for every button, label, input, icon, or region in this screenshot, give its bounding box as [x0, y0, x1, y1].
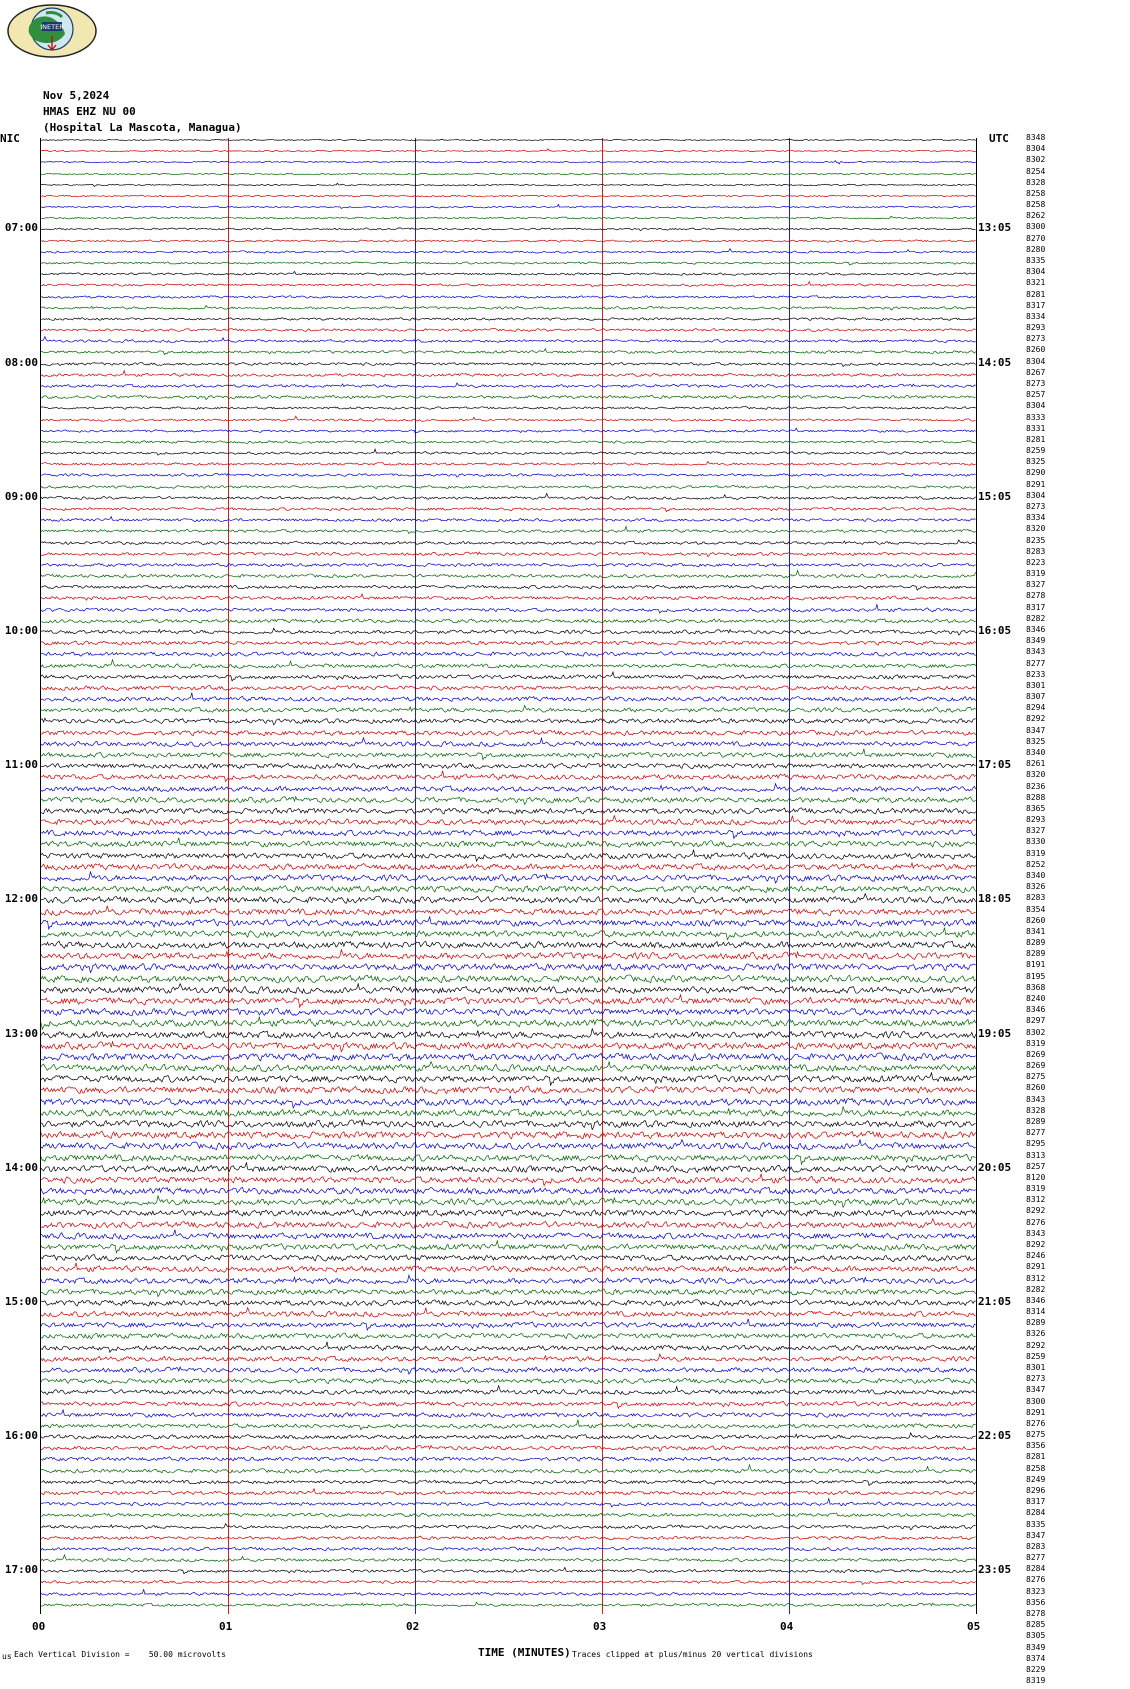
amplitude-value: 8333	[1026, 412, 1046, 422]
amplitude-value: 8321	[1026, 278, 1046, 288]
amplitude-value: 8319	[1026, 1038, 1046, 1048]
amplitude-value: 8278	[1026, 591, 1046, 601]
amplitude-value: 8261	[1026, 759, 1046, 769]
amplitude-value: 8343	[1026, 1094, 1046, 1104]
amplitude-value: 8195	[1026, 971, 1046, 981]
amplitude-value: 8281	[1026, 1452, 1046, 1462]
amplitude-value: 8259	[1026, 446, 1046, 456]
trace-row	[41, 1598, 976, 1612]
amplitude-value: 8269	[1026, 1061, 1046, 1071]
amplitude-value: 8223	[1026, 557, 1046, 567]
right-time-label: 13:05	[978, 221, 1012, 235]
amplitude-value: 8327	[1026, 580, 1046, 590]
amplitude-value: 8307	[1026, 692, 1046, 702]
amplitude-value: 8270	[1026, 233, 1046, 243]
left-time-label: 10:00	[4, 624, 38, 637]
amplitude-value: 8277	[1026, 658, 1046, 668]
amplitude-value: 8273	[1026, 1374, 1046, 1384]
amplitude-value: 8283	[1026, 893, 1046, 903]
x-tick-label: 03	[593, 1620, 607, 1633]
amplitude-value: 8273	[1026, 502, 1046, 511]
right-time-label: 23:05	[978, 1563, 1012, 1577]
amplitude-value: 8348	[1026, 133, 1046, 142]
amplitude-value: 8313	[1026, 1150, 1046, 1160]
amplitude-value: 8262	[1026, 211, 1046, 221]
amplitude-value: 8374	[1026, 1653, 1046, 1663]
amplitude-value: 8260	[1026, 345, 1046, 355]
amplitude-value: 8258	[1026, 188, 1046, 198]
amplitude-value: 8328	[1026, 1105, 1046, 1115]
amplitude-value: 8191	[1026, 960, 1046, 970]
amplitude-value: 8343	[1026, 647, 1046, 657]
amplitude-value: 8356	[1026, 1597, 1046, 1607]
right-time-label: 20:05	[978, 1160, 1012, 1174]
amplitude-value: 8343	[1026, 1228, 1046, 1238]
amplitude-value: 8328	[1026, 177, 1046, 187]
amplitude-value: 8236	[1026, 781, 1046, 791]
amplitude-value: 8326	[1026, 882, 1046, 892]
amplitude-value: 8277	[1026, 1553, 1046, 1563]
trace-canvas	[40, 138, 977, 1614]
amplitude-value: 8323	[1026, 1586, 1046, 1596]
amplitude-value: 8293	[1026, 815, 1046, 825]
amplitude-value: 8317	[1026, 602, 1046, 612]
amplitude-value: 8302	[1026, 155, 1046, 165]
amplitude-value: 8289	[1026, 1117, 1046, 1126]
amplitude-value: 8283	[1026, 1541, 1046, 1551]
amplitude-value: 8349	[1026, 636, 1046, 646]
amplitude-value: 8269	[1026, 1049, 1046, 1059]
amplitude-value: 8320	[1026, 524, 1046, 534]
right-time-label: 17:05	[978, 758, 1012, 772]
x-tick-label: 00	[32, 1620, 46, 1633]
left-time-label: 16:00	[4, 1429, 38, 1443]
amplitude-value: 8235	[1026, 535, 1046, 545]
left-time-label: 14:00	[4, 1160, 38, 1174]
amplitude-value: 8282	[1026, 1284, 1046, 1294]
amplitude-value: 8304	[1026, 401, 1046, 411]
amplitude-value: 8278	[1026, 1609, 1046, 1618]
amplitude-value: 8257	[1026, 390, 1046, 400]
amplitude-value: 8252	[1026, 859, 1046, 869]
x-tick-label: 04	[780, 1620, 794, 1633]
amplitude-value: 8347	[1026, 1385, 1046, 1395]
amplitude-value: 8349	[1026, 1642, 1046, 1652]
svg-text:INETER: INETER	[40, 23, 64, 31]
left-time-label: 12:00	[4, 892, 38, 906]
amplitude-value: 8291	[1026, 1262, 1046, 1272]
timezone-right-label: UTC	[989, 132, 1009, 145]
amplitude-value: 8289	[1026, 938, 1046, 948]
amplitude-value: 8284	[1026, 1508, 1046, 1518]
amplitude-value: 8346	[1026, 625, 1046, 634]
x-tick-label: 02	[406, 1620, 420, 1633]
amplitude-value: 8300	[1026, 222, 1046, 232]
amplitude-value: 8276	[1026, 1418, 1046, 1428]
amplitude-value: 8277	[1026, 1128, 1046, 1138]
amplitude-value: 8292	[1026, 1206, 1046, 1216]
amplitude-value: 8260	[1026, 1083, 1046, 1093]
left-time-label: 08:00	[4, 355, 38, 369]
amplitude-value: 8319	[1026, 1676, 1046, 1686]
amplitude-value: 8334	[1026, 311, 1046, 321]
amplitude-value: 8340	[1026, 748, 1046, 757]
right-time-label: 15:05	[978, 489, 1012, 503]
amplitude-value: 8341	[1026, 926, 1046, 936]
amplitude-value: 8304	[1026, 356, 1046, 366]
amplitude-value: 8319	[1026, 569, 1046, 579]
amplitude-value: 8365	[1026, 803, 1046, 813]
amplitude-value: 8259	[1026, 1351, 1046, 1361]
amplitude-value: 8293	[1026, 323, 1046, 333]
left-time-label: 09:00	[4, 489, 38, 503]
amplitude-value: 8291	[1026, 1407, 1046, 1417]
amplitude-value: 8325	[1026, 457, 1046, 467]
right-time-label: 19:05	[978, 1026, 1012, 1040]
amplitude-value: 8294	[1026, 703, 1046, 713]
right-time-label: 16:05	[978, 624, 1012, 637]
amplitude-value: 8304	[1026, 144, 1046, 154]
scale-note: Each Vertical Division = 50.00 microvolts	[14, 1650, 226, 1659]
amplitude-value: 8317	[1026, 300, 1046, 310]
amplitude-value: 8258	[1026, 200, 1046, 210]
amplitude-value: 8292	[1026, 1240, 1046, 1249]
amplitude-value: 8312	[1026, 1195, 1046, 1205]
amplitude-value: 8368	[1026, 982, 1046, 992]
amplitude-value: 8275	[1026, 1072, 1046, 1082]
left-time-label: 13:00	[4, 1026, 38, 1040]
amplitude-value: 8273	[1026, 334, 1046, 344]
ineter-logo	[6, 4, 98, 58]
amplitude-value: 8335	[1026, 1519, 1046, 1529]
amplitude-value: 8290	[1026, 468, 1046, 478]
amplitude-value: 8327	[1026, 826, 1046, 836]
right-time-label: 22:05	[978, 1429, 1012, 1443]
seismogram-plot-area	[40, 138, 975, 1614]
amplitude-value: 8240	[1026, 994, 1046, 1003]
amplitude-value: 8283	[1026, 546, 1046, 556]
amplitude-value: 8280	[1026, 244, 1046, 254]
amplitude-value: 8302	[1026, 1027, 1046, 1037]
amplitude-value: 8257	[1026, 1161, 1046, 1171]
corner-mark: us	[2, 1652, 12, 1661]
amplitude-value: 8347	[1026, 1530, 1046, 1540]
timezone-left-label: NIC	[0, 132, 20, 145]
x-tick-label: 01	[219, 1620, 233, 1633]
amplitude-value: 8233	[1026, 669, 1046, 679]
amplitude-value: 8314	[1026, 1307, 1046, 1317]
amplitude-value: 8334	[1026, 513, 1046, 523]
amplitude-value: 8292	[1026, 1340, 1046, 1350]
amplitude-value: 8295	[1026, 1139, 1046, 1149]
left-time-label: 15:00	[4, 1294, 38, 1308]
amplitude-value: 8276	[1026, 1217, 1046, 1227]
amplitude-value: 8276	[1026, 1575, 1046, 1585]
right-time-label: 21:05	[978, 1294, 1012, 1308]
amplitude-value: 8285	[1026, 1620, 1046, 1630]
amplitude-value: 8325	[1026, 736, 1046, 746]
amplitude-value: 8120	[1026, 1172, 1046, 1182]
amplitude-value: 8335	[1026, 256, 1046, 265]
amplitude-value: 8281	[1026, 289, 1046, 299]
left-time-label: 17:00	[4, 1563, 38, 1577]
amplitude-value: 8246	[1026, 1251, 1046, 1261]
x-tick-label: 05	[967, 1620, 981, 1633]
amplitude-value: 8346	[1026, 1295, 1046, 1305]
amplitude-value: 8346	[1026, 1005, 1046, 1015]
clip-note: Traces clipped at plus/minus 20 vertical divisions	[572, 1650, 813, 1659]
amplitude-value: 8267	[1026, 367, 1046, 377]
amplitude-value: 8289	[1026, 949, 1046, 959]
amplitude-value: 8258	[1026, 1463, 1046, 1473]
amplitude-value: 8354	[1026, 904, 1046, 914]
amplitude-value: 8297	[1026, 1016, 1046, 1026]
amplitude-value: 8326	[1026, 1329, 1046, 1339]
left-time-label: 11:00	[4, 758, 38, 772]
amplitude-value: 8319	[1026, 1184, 1046, 1194]
amplitude-value: 8292	[1026, 714, 1046, 724]
amplitude-value: 8305	[1026, 1631, 1046, 1641]
amplitude-value: 8301	[1026, 680, 1046, 690]
header-site: (Hospital La Mascota, Managua)	[43, 121, 242, 134]
amplitude-value: 8331	[1026, 423, 1046, 433]
amplitude-value: 8281	[1026, 434, 1046, 444]
amplitude-value: 8254	[1026, 166, 1046, 176]
amplitude-value: 8288	[1026, 792, 1046, 802]
amplitude-value: 8260	[1026, 915, 1046, 925]
amplitude-value: 8296	[1026, 1486, 1046, 1495]
amplitude-value: 8312	[1026, 1273, 1046, 1283]
amplitude-value: 8291	[1026, 479, 1046, 489]
amplitude-value: 8300	[1026, 1396, 1046, 1406]
right-time-label: 14:05	[978, 355, 1012, 369]
amplitude-value: 8319	[1026, 848, 1046, 858]
amplitude-value: 8304	[1026, 267, 1046, 277]
amplitude-value: 8304	[1026, 490, 1046, 500]
amplitude-value: 8356	[1026, 1441, 1046, 1451]
amplitude-value: 8320	[1026, 770, 1046, 780]
right-time-label: 18:05	[978, 892, 1012, 906]
amplitude-value: 8275	[1026, 1430, 1046, 1440]
amplitude-value: 8282	[1026, 613, 1046, 623]
amplitude-value: 8340	[1026, 871, 1046, 880]
header-station: HMAS EHZ NU 00	[43, 105, 136, 118]
x-axis-label: TIME (MINUTES)	[478, 1646, 571, 1659]
left-time-label: 07:00	[4, 221, 38, 235]
amplitude-value: 8330	[1026, 837, 1046, 847]
amplitude-value: 8229	[1026, 1664, 1046, 1674]
amplitude-value: 8289	[1026, 1318, 1046, 1328]
amplitude-value: 8284	[1026, 1564, 1046, 1574]
amplitude-value: 8249	[1026, 1474, 1046, 1484]
amplitude-value: 8273	[1026, 379, 1046, 388]
amplitude-value: 8317	[1026, 1497, 1046, 1507]
header-date: Nov 5,2024	[43, 89, 110, 102]
amplitude-value: 8347	[1026, 725, 1046, 735]
amplitude-value: 8301	[1026, 1363, 1046, 1372]
